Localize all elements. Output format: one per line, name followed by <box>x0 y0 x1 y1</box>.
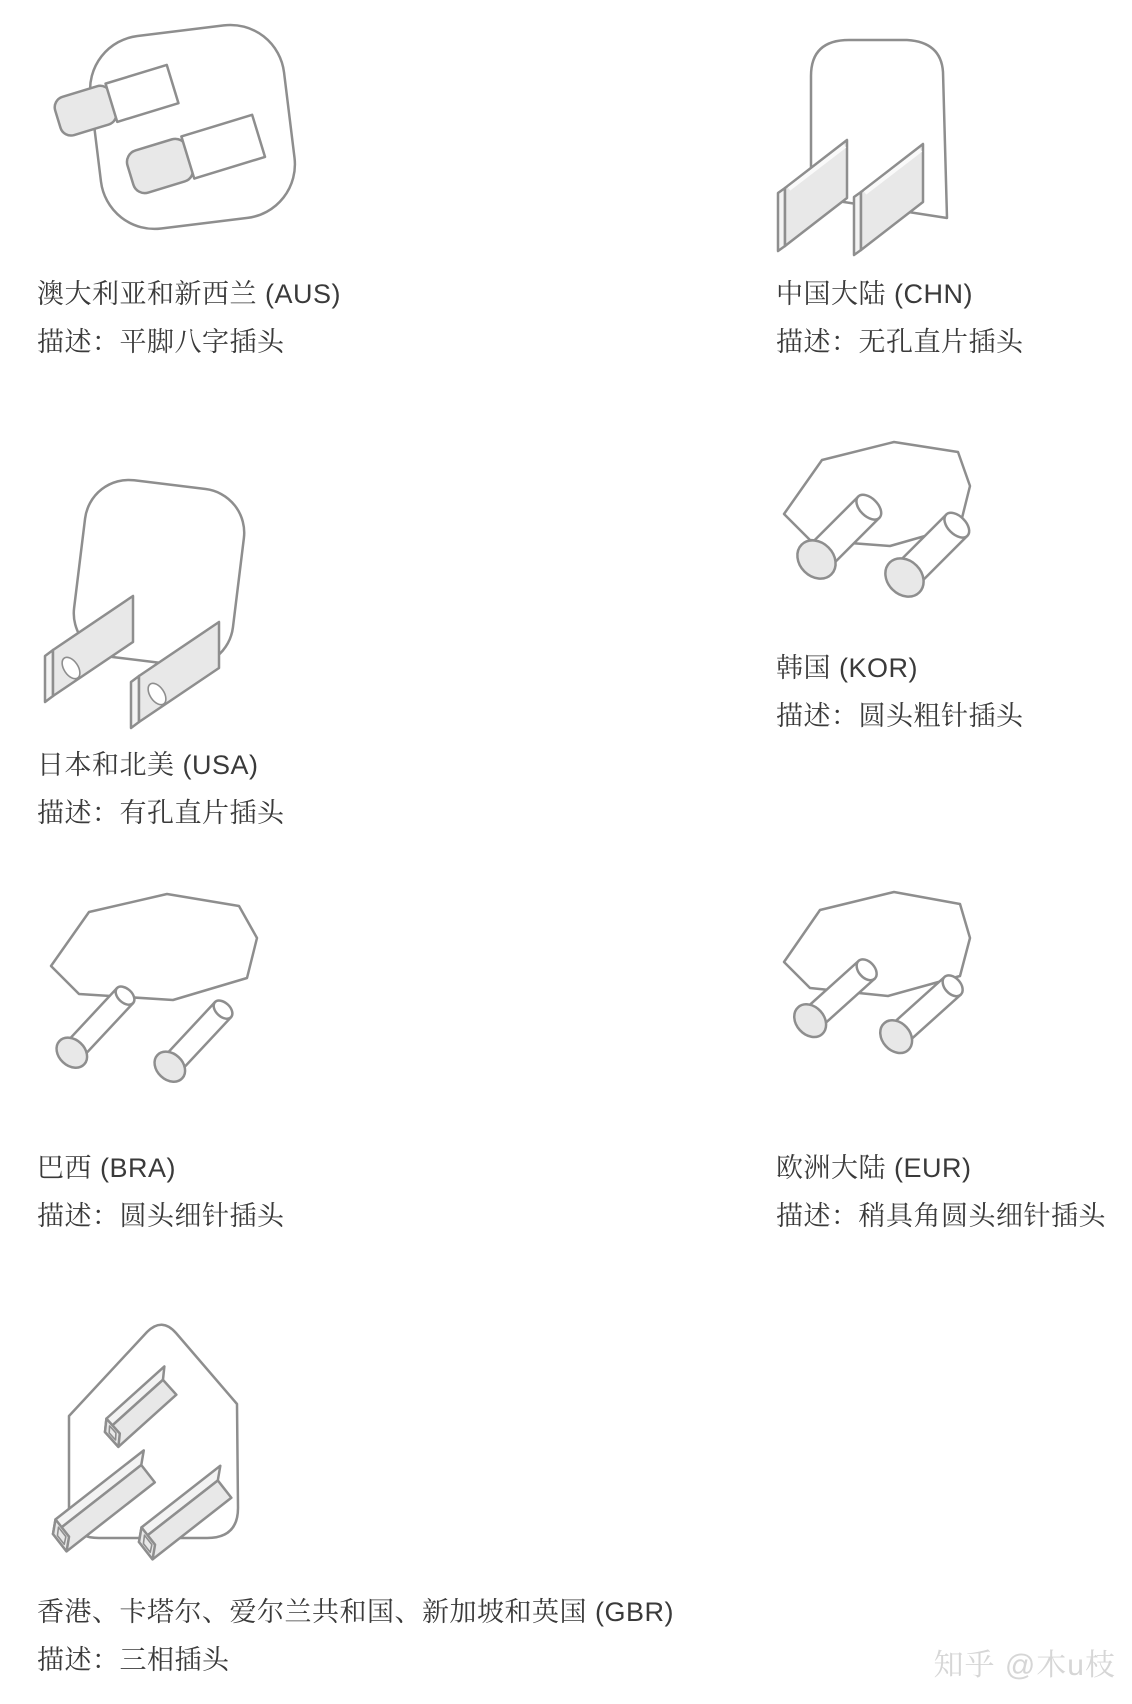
plug-region-label: 日本和北美 (USA) <box>37 750 259 780</box>
usa-flat-blade-with-holes-plug-icon <box>35 438 255 733</box>
plug-description-label: 描述：平脚八字插头 <box>37 327 285 357</box>
plug-region-label: 澳大利亚和新西兰 (AUS) <box>37 279 341 309</box>
plug-description-label: 描述：圆头粗针插头 <box>776 701 1024 731</box>
plug-region-label: 中国大陆 (CHN) <box>776 279 973 309</box>
plug-description-label: 描述：圆头细针插头 <box>37 1201 285 1231</box>
plug-region-label: 巴西 (BRA) <box>37 1153 176 1183</box>
zhihu-watermark: 知乎 @木u枝 <box>933 1649 1116 1682</box>
kor-round-thick-pin-plug-icon <box>772 432 982 602</box>
eur-angled-round-thin-pin-plug-icon <box>770 882 980 1052</box>
aus-flat-angled-blade-plug-icon <box>38 20 293 235</box>
chn-flat-blade-plug-icon <box>775 28 965 258</box>
plug-description-label: 描述：无孔直片插头 <box>776 327 1024 357</box>
bra-round-thin-pin-plug-icon <box>35 882 265 1087</box>
plug-description-label: 描述：有孔直片插头 <box>37 798 285 828</box>
plug-description-label: 描述：稍具角圆头细针插头 <box>776 1201 1106 1231</box>
plug-region-label: 香港、卡塔尔、爱尔兰共和国、新加坡和英国 (GBR) <box>37 1597 674 1627</box>
plug-description-label: 描述：三相插头 <box>37 1645 230 1675</box>
gbr-three-prong-plug-icon <box>45 1312 245 1562</box>
plug-region-label: 欧洲大陆 (EUR) <box>776 1153 972 1183</box>
plug-region-label: 韩国 (KOR) <box>776 653 918 683</box>
